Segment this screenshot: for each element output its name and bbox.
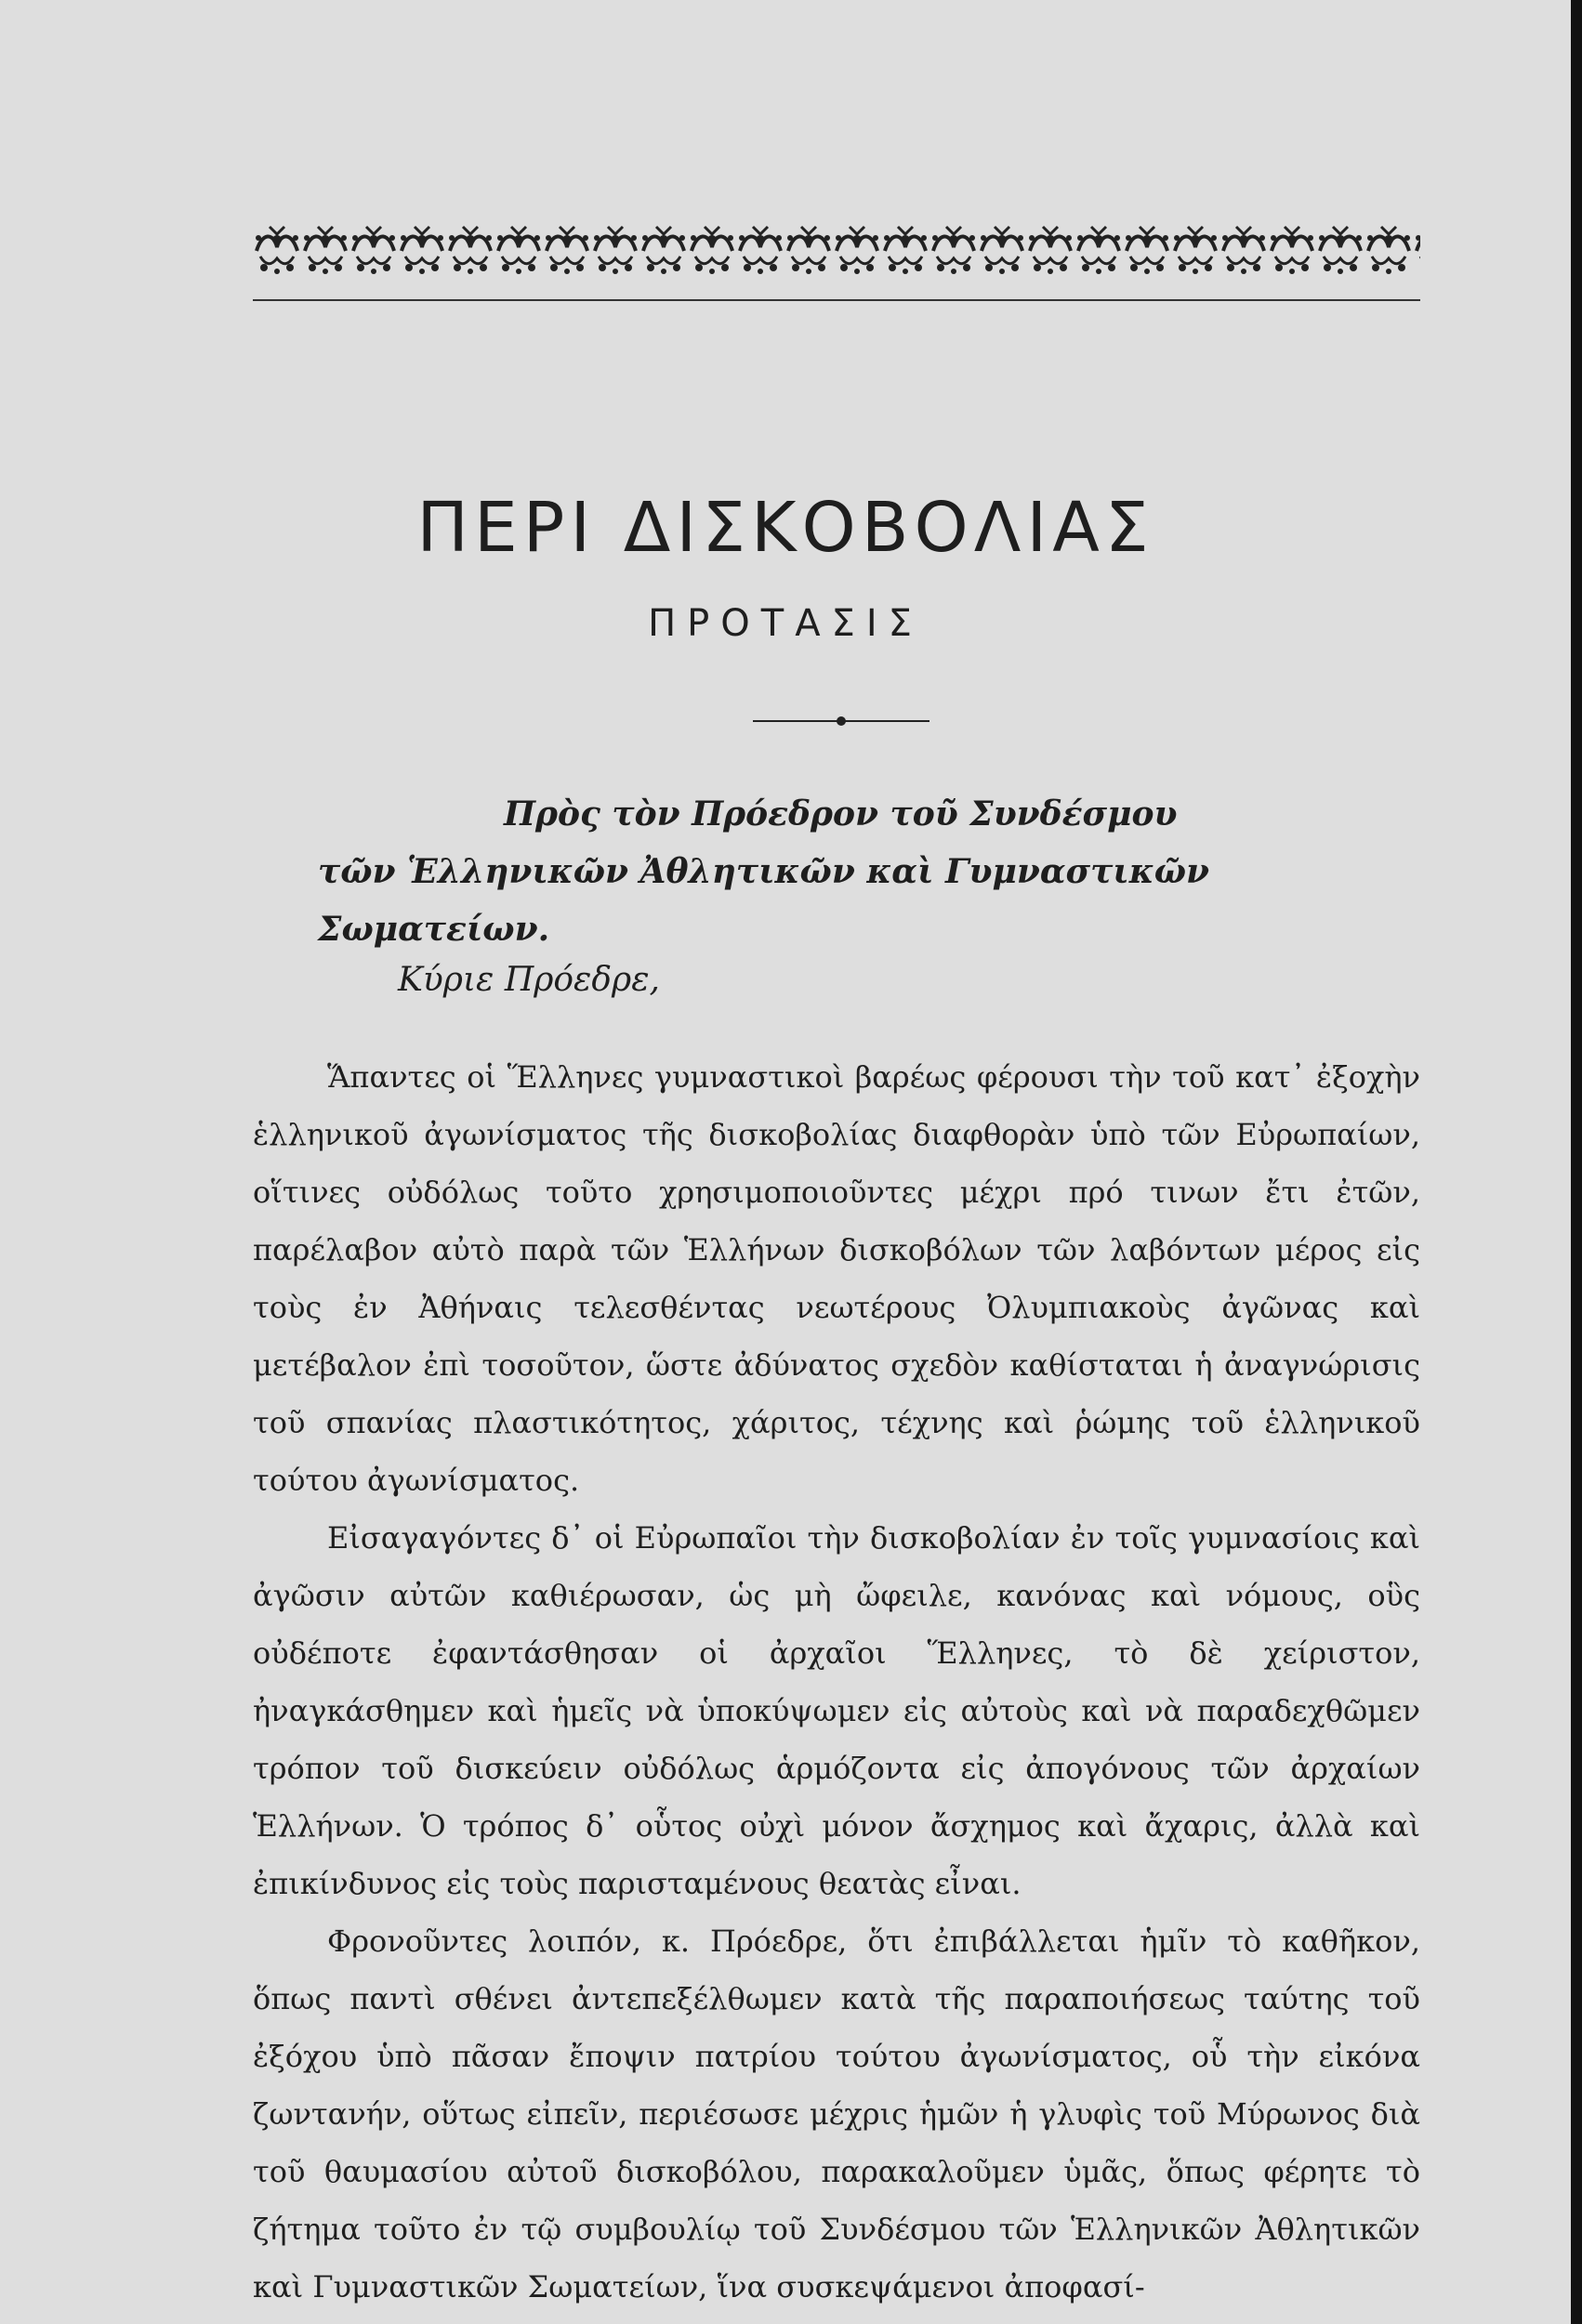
paragraph: Εἰσαγαγόντες δ᾿ οἱ Εὐρωπαῖοι τὴν δισκοβολίαν ἐν τοῖς γυμνασίοις καὶ ἀγῶσιν αὐτῶν καθιέρωσαν, ὡς μὴ ὤφειλε, κανόνας καὶ νόμους, οὓς οὐδέποτε ἐφαντάσθησαν οἱ ἀρχαῖοι Ἕλληνες, τὸ δὲ χείριστον, ἠναγκάσθημεν καὶ ἡμεῖς νὰ ὑποκύψωμεν εἰς αὐτοὺς καὶ νὰ παραδεχθῶμεν τρόπον τοῦ δισκεύειν οὐδόλως ἁρμόζοντα εἰς ἀπογόνους τῶν ἀρχαίων Ἑλλήνων. Ὁ τρόπος δ᾿ οὗτος οὐχὶ μόνον ἄσχημος καὶ ἄχαρις, ἀλλὰ καὶ ἐπικίνδυνος εἰς τοὺς παρισταμένους θεατὰς εἶναι. [253, 1520, 1420, 1901]
page-subtitle: ΠΡΟΤΑΣΙΣ [648, 602, 923, 645]
addressee-line: Πρὸς τὸν Πρόεδρον τοῦ Συνδέσμου [504, 794, 1178, 834]
header-ornament-band [253, 219, 1420, 277]
addressee-block [253, 785, 1420, 958]
addressee-line: τῶν Ἑλληνικῶν Ἀθλητικῶν καὶ Γυμναστικῶν Σωματείων. [318, 852, 1209, 949]
body-text [253, 1048, 1420, 2316]
header-rule [253, 299, 1420, 301]
salutation: Κύριε Πρόεδρε, [398, 961, 660, 999]
section-divider [753, 716, 929, 727]
scan-page-edge [1571, 0, 1582, 2324]
paragraph: Ἅπαντες οἱ Ἕλληνες γυμναστικοὶ βαρέως φέρουσι τὴν τοῦ κατ᾿ ἐξοχὴν ἑλληνικοῦ ἀγωνίσματος τῆς δισκοβολίας διαφθορὰν ὑπὸ τῶν Εὐρωπαίων, οἵτινες οὐδόλως τοῦτο χρησιμοποιοῦντες μέχρι πρό τινων ἔτι ἐτῶν, παρέλαβον αὐτὸ παρὰ τῶν Ἑλλήνων δισκοβόλων τῶν λαβόντων μέρος εἰς τοὺς ἐν Ἀθήναις τελεσθέντας νεωτέρους Ὀλυμπιακοὺς ἀγῶνας καὶ μετέβαλον ἐπὶ τοσοῦτον, ὥστε ἀδύνατος σχεδὸν καθίσταται ἡ ἀναγνώρισις τοῦ σπανίας πλαστικότητος, χάριτος, τέχνης καὶ ῥώμης τοῦ ἑλληνικοῦ τούτου ἀγωνίσματος. [253, 1059, 1420, 1498]
page-title: ΠΕΡΙ ΔΙΣΚΟΒΟΛΙΑΣ [416, 488, 1154, 568]
floral-ornament-icon [253, 219, 1420, 277]
paragraph: Φρονοῦντες λοιπόν, κ. Πρόεδρε, ὅτι ἐπιβάλλεται ἡμῖν τὸ καθῆκον, ὅπως παντὶ σθένει ἀντεπεξέλθωμεν κατὰ τῆς παραποιήσεως ταύτης τοῦ ἐξόχου ὑπὸ πᾶσαν ἔποψιν πατρίου τούτου ἀγωνίσματος, οὗ τὴν εἰκόνα ζωντανήν, οὕτως εἰπεῖν, περιέσωσε μέχρις ἡμῶν ἡ γλυφὶς τοῦ Μύρωνος διὰ τοῦ θαυμασίου αὐτοῦ δισκοβόλου, παρακαλοῦμεν ὑμᾶς, ὅπως φέρητε τὸ ζήτημα τοῦτο ἐν τῷ συμβουλίῳ τοῦ Συνδέσμου τῶν Ἑλληνικῶν Ἀθλητικῶν καὶ Γυμναστικῶν Σωματείων, ἵνα συσκεψάμενοι ἀποφασί- [253, 1924, 1420, 2304]
